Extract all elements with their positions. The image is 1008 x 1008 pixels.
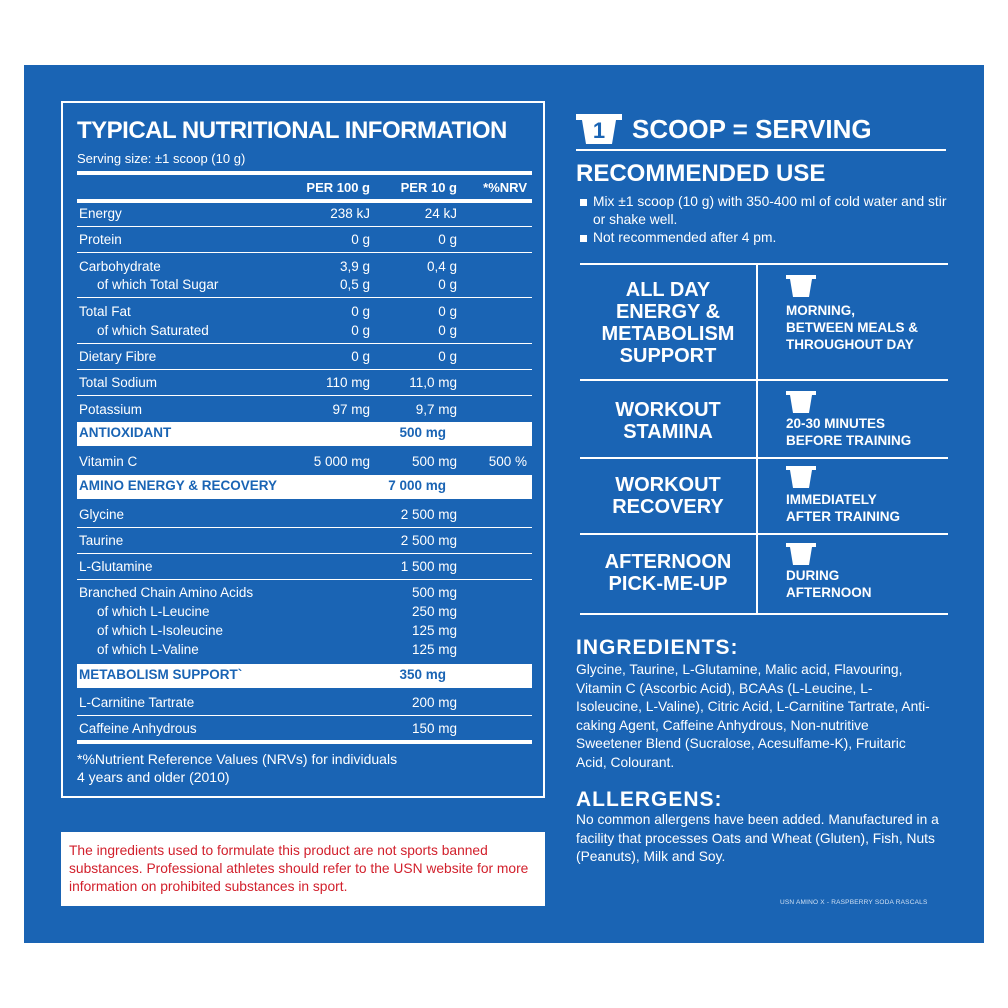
row-glutamine-per10: 1 500 mg: [400, 559, 457, 574]
row-potassium-per100: 97 mg: [332, 402, 370, 417]
usage-timing-stamina: [786, 415, 911, 449]
row-valine-per10: 125 mg: [411, 642, 457, 657]
row-protein-label: Protein: [79, 232, 122, 247]
divider: [77, 343, 532, 344]
row-fat-per100: 0 g: [351, 304, 370, 319]
row-isoleucine-label: of which L-Isoleucine: [97, 623, 224, 638]
row-sugar-label: of which Total Sugar: [97, 277, 219, 292]
usage-timing-line: MORNING,: [786, 303, 855, 318]
scoop-serving-text: SCOOP = SERVING: [632, 114, 872, 144]
usage-timing-line: AFTER TRAINING: [786, 509, 900, 524]
row-bcaa-per10: 500 mg: [411, 585, 457, 600]
scoop-icon: [786, 543, 816, 565]
serving-size: Serving size: ±1 scoop (10 g): [77, 151, 246, 166]
divider: [580, 533, 948, 535]
usage-benefit-line: STAMINA: [623, 421, 713, 443]
usage-benefit-line: WORKOUT: [615, 399, 721, 421]
nrv-footnote: [77, 750, 527, 786]
row-taurine-per10: 2 500 mg: [400, 533, 457, 548]
nutrition-table: [61, 101, 545, 798]
divider: [77, 715, 532, 716]
row-bcaa-label: Branched Chain Amino Acids: [79, 585, 254, 600]
usage-timing-line: IMMEDIATELY: [786, 492, 877, 507]
divider: [77, 297, 532, 298]
usage-benefit-stamina: [580, 399, 756, 443]
divider: [77, 226, 532, 227]
usage-timing-line: DURING: [786, 568, 840, 583]
usage-timing-line: BEFORE TRAINING: [786, 433, 912, 448]
row-fat-label: Total Fat: [79, 304, 131, 319]
nutrition-title: TYPICAL NUTRITIONAL INFORMATION: [77, 117, 507, 144]
row-leucine-label: of which L-Leucine: [97, 604, 210, 619]
recommended-use-item: Not recommended after 4 pm.: [580, 229, 950, 247]
band-metabolism: [77, 664, 532, 688]
usage-benefit-line: RECOVERY: [612, 496, 724, 518]
usage-benefit-line: METABOLISM: [601, 323, 735, 345]
row-sodium-per10: 11,0 mg: [409, 375, 457, 390]
divider: [77, 369, 532, 370]
usage-timing-line: BETWEEN MEALS &: [786, 320, 919, 335]
row-protein-per100: 0 g: [351, 232, 370, 247]
usage-benefit-line: AFTERNOON: [604, 551, 732, 573]
row-sugar-per10: 0 g: [438, 277, 457, 292]
recommended-use-list: [580, 193, 950, 247]
banned-substance-warning: The ingredients used to formulate this product are not sports banned substances. Professional athletes should refer to the USN website for more information on prohibited substances in sport.: [61, 832, 545, 906]
row-sugar-per100: 0,5 g: [339, 277, 370, 292]
divider: [77, 740, 532, 744]
usage-benefit-recovery: [580, 474, 756, 518]
product-code: USN AMINO X - RASPBERRY SODA RASCALS: [780, 899, 928, 906]
row-sodium-label: Total Sodium: [79, 375, 158, 390]
header-per100: PER 100 g: [306, 180, 370, 195]
row-isoleucine-per10: 125 mg: [411, 623, 457, 638]
divider: [77, 171, 532, 175]
allergens-text: No common allergens have been added. Manufactured in a facility that processes Oats and Wheat (Gluten), Fish, Nuts (Peanuts), Milk and Soy.: [576, 812, 939, 864]
divider: [756, 265, 758, 613]
row-carnitine-label: L-Carnitine Tartrate: [79, 695, 195, 710]
divider: [576, 149, 946, 151]
divider: [77, 527, 532, 528]
row-potassium-per10: 9,7 mg: [415, 402, 457, 417]
divider: [77, 553, 532, 554]
row-energy-label: Energy: [79, 206, 122, 221]
nrv-footnote-line-2: 4 years and older (2010): [77, 769, 230, 785]
usage-benefit-afternoon: [580, 551, 756, 595]
usage-timing-line: THROUGHOUT DAY: [786, 337, 914, 352]
scoop-number: 1: [592, 118, 606, 143]
row-sat-per100: 0 g: [351, 323, 370, 338]
row-fibre-per100: 0 g: [351, 349, 370, 364]
recommended-use-item: Mix ±1 scoop (10 g) with 350-400 ml of cold water and stir or shake well.: [580, 193, 950, 229]
usage-timing-recovery: [786, 491, 900, 525]
usage-benefit-line: SUPPORT: [619, 345, 717, 367]
row-leucine-per10: 250 mg: [411, 604, 457, 619]
band-antioxidant-value: 500 mg: [399, 425, 446, 440]
row-energy-per100: 238 kJ: [330, 206, 370, 221]
row-potassium-label: Potassium: [79, 402, 143, 417]
band-amino-label: AMINO ENERGY & RECOVERY: [79, 478, 278, 493]
usage-benefit-energy: [580, 279, 756, 367]
scoop-icon: [576, 114, 622, 144]
row-glutamine-label: L-Glutamine: [79, 559, 153, 574]
usage-benefit-line: WORKOUT: [615, 474, 721, 496]
scoop-icon: [786, 466, 816, 488]
scoop-icon: [786, 391, 816, 413]
row-caffeine-per10: 150 mg: [411, 721, 457, 736]
divider: [77, 199, 532, 203]
row-vitc-label: Vitamin C: [79, 454, 138, 469]
row-sat-label: of which Saturated: [97, 323, 209, 338]
scoop-icon: [786, 275, 816, 297]
row-carb-per100: 3,9 g: [339, 259, 370, 274]
row-carnitine-per10: 200 mg: [411, 695, 457, 710]
divider: [77, 579, 532, 580]
row-vitc-nrv: 500 %: [488, 454, 527, 469]
row-vitc-per100: 5 000 mg: [313, 454, 370, 469]
usage-timing-line: 20-30 MINUTES: [786, 416, 886, 431]
row-fibre-per10: 0 g: [438, 349, 457, 364]
ingredients-text: Glycine, Taurine, L-Glutamine, Malic acid, Flavouring, Vitamin C (Ascorbic Acid), BCAAs (L-Leucine, L-Isoleucine, L-Valine), Citric Acid, L-Carnitine Tartrate, Anti-caking Agent, Caffeine Anhydrous, Non-nutritive Sweetener Blend (Sucralose, Acesulfame-K), Fruitaric Acid, Colourant.: [576, 662, 930, 770]
ingredients-title: INGREDIENTS:: [576, 636, 739, 659]
row-valine-label: of which L-Valine: [97, 642, 199, 657]
row-fibre-label: Dietary Fibre: [79, 349, 157, 364]
usage-timing-line: AFTERNOON: [786, 585, 872, 600]
band-amino: [77, 475, 532, 499]
row-vitc-per10: 500 mg: [411, 454, 457, 469]
row-sat-per10: 0 g: [438, 323, 457, 338]
header-nrv: *%NRV: [483, 180, 527, 195]
divider: [77, 395, 532, 396]
row-fat-per10: 0 g: [438, 304, 457, 319]
band-antioxidant: [77, 422, 532, 446]
row-glycine-label: Glycine: [79, 507, 125, 522]
usage-benefit-line: ALL DAY: [625, 279, 711, 301]
divider: [77, 252, 532, 253]
usage-benefit-line: ENERGY &: [615, 301, 721, 323]
band-metabolism-label: METABOLISM SUPPORT`: [79, 667, 243, 682]
row-carb-label: Carbohydrate: [79, 259, 161, 274]
divider: [580, 379, 948, 381]
nrv-footnote-line-1: *%Nutrient Reference Values (NRVs) for individuals: [77, 751, 398, 767]
usage-timing-energy: [786, 302, 918, 353]
row-protein-per10: 0 g: [438, 232, 457, 247]
row-taurine-label: Taurine: [79, 533, 124, 548]
usage-benefit-line: PICK-ME-UP: [608, 573, 728, 595]
divider: [580, 457, 948, 459]
band-metabolism-value: 350 mg: [399, 667, 446, 682]
band-amino-value: 7 000 mg: [388, 478, 446, 493]
row-carb-per10: 0,4 g: [426, 259, 457, 274]
row-caffeine-label: Caffeine Anhydrous: [79, 721, 197, 736]
usage-grid: [580, 263, 948, 615]
usage-timing-afternoon: [786, 567, 872, 601]
row-energy-per10: 24 kJ: [424, 206, 457, 221]
allergens-title: ALLERGENS:: [576, 788, 723, 811]
header-per10: PER 10 g: [400, 180, 457, 195]
recommended-use-title: RECOMMENDED USE: [576, 160, 826, 187]
row-glycine-per10: 2 500 mg: [400, 507, 457, 522]
band-antioxidant-label: ANTIOXIDANT: [79, 425, 172, 440]
row-sodium-per100: 110 mg: [325, 375, 370, 390]
